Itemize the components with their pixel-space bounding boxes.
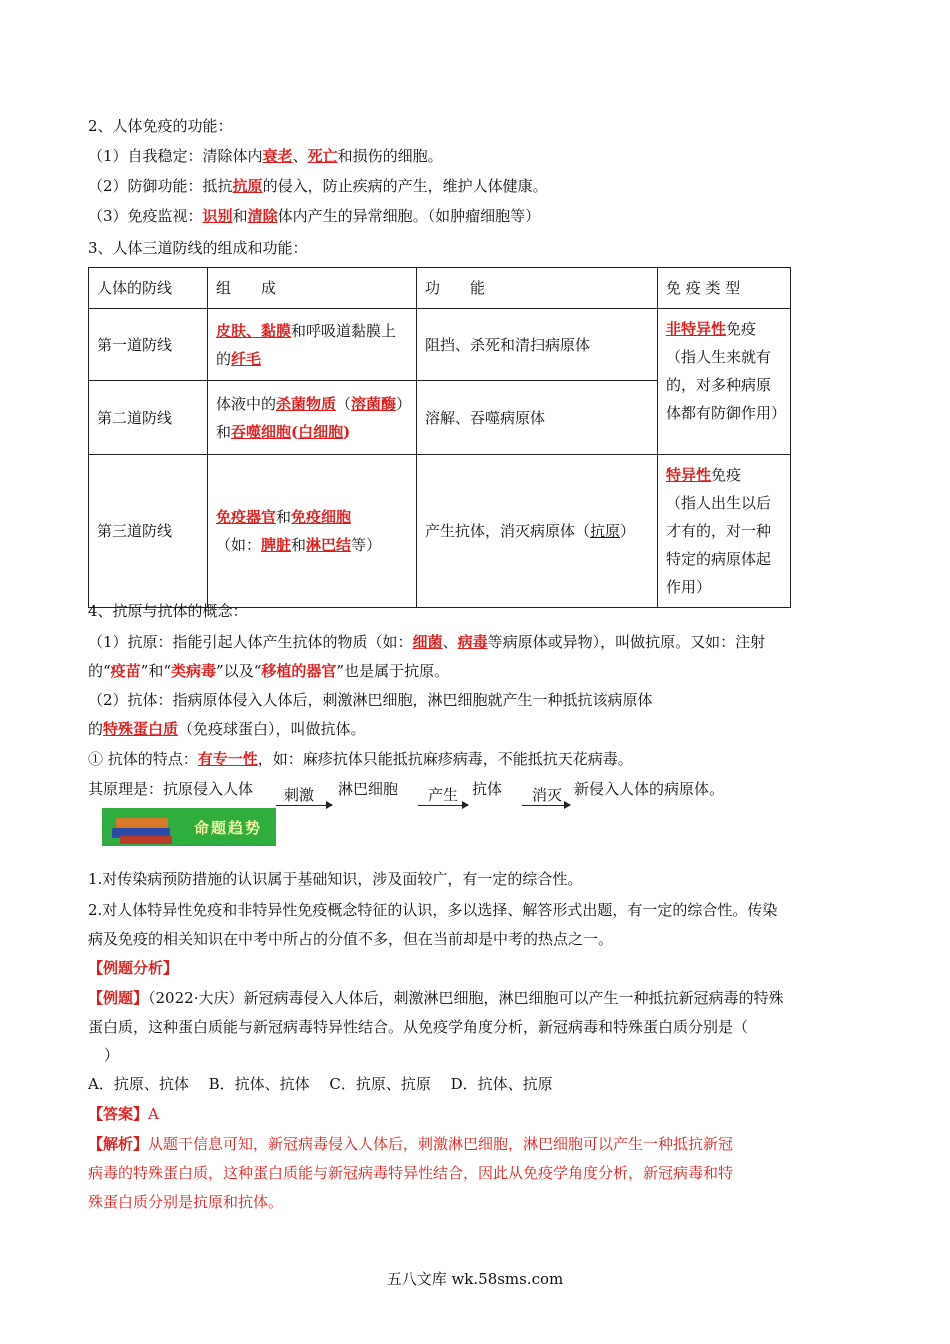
table-header-row <box>89 268 791 309</box>
pathogen-text: 新侵入人体的病原体。 <box>574 780 725 798</box>
immune-type-specific: 特异性免疫 （指人出生以后才有的，对一种特定的病原体起作用） <box>658 455 791 608</box>
footer-watermark: 五八文库 wk.58sms.com <box>386 1270 564 1288</box>
trend-1: 1.对传染病预防措施的认识属于基础知识，涉及面较广，有一定的综合性。 <box>88 870 583 888</box>
header-cell: 免 疫 类 型 <box>658 268 791 309</box>
header-cell: 功 能 <box>417 268 658 309</box>
defense-lines-table <box>88 267 791 608</box>
example-heading: 【例题分析】 <box>88 959 179 977</box>
trend-2a: 2.对人体特异性免疫和非特异性免疫概念特征的认识，多以选择、解答形式出题，有一定的综合性。传染 <box>88 901 778 919</box>
arrow-label-eliminate: 消灭 <box>532 786 563 804</box>
row-composition: 免疫器官和免疫细胞 （如：脾脏和淋巴结等） <box>208 455 417 608</box>
principle-label: 其原理是：抗原侵入人体 <box>88 780 254 798</box>
antibody-feature: ① 抗体的特点：有专一性，如：麻疹抗体只能抵抗麻疹病毒，不能抵抗天花病毒。 <box>88 750 633 768</box>
antibody-definition-1: （2）抗体：指病原体侵入人体后，刺激淋巴细胞，淋巴细胞就产生一种抵抗该病原体 <box>88 691 653 709</box>
arrow-stimulate <box>276 805 332 806</box>
section-3-title: 3、人体三道防线的组成和功能： <box>88 239 308 257</box>
arrow-produce <box>418 805 468 806</box>
arrow-eliminate <box>522 805 570 806</box>
arrow-label-produce: 产生 <box>428 786 459 804</box>
row-name: 第一道防线 <box>89 309 208 381</box>
example-analysis-2: 病毒的特殊蛋白质，这种蛋白质能与新冠病毒特异性结合，因此从免疫学角度分析，新冠病毒和特 <box>88 1164 734 1182</box>
row-composition: 皮肤、黏膜和呼吸道黏膜上的纤毛 <box>208 309 417 381</box>
row-function: 阻挡、杀死和清扫病原体 <box>417 309 658 381</box>
row-composition: 体液中的杀菌物质（溶菌酶）和吞噬细胞(白细胞) <box>208 381 417 455</box>
table-row <box>89 309 791 381</box>
section-4-title: 4、抗原与抗体的概念： <box>88 602 248 620</box>
example-analysis-1: 【解析】从题干信息可知，新冠病毒侵入人体后，刺激淋巴细胞，淋巴细胞可以产生一种抵抗新冠 <box>88 1135 734 1153</box>
header-cell: 组 成 <box>208 268 417 309</box>
lymphocyte-text: 淋巴细胞 <box>338 780 399 798</box>
antibody-definition-2: 的特殊蛋白质（免疫球蛋白），叫做抗体。 <box>88 720 366 738</box>
books-icon <box>116 818 168 828</box>
antigen-definition-1: （1）抗原：指能引起人体产生抗体的物质（如：细菌、病毒等病原体或异物），叫做抗原。又如：注射 <box>88 633 766 651</box>
example-question-1: 【例题】（2022·大庆）新冠病毒侵入人体后，刺激淋巴细胞，淋巴细胞可以产生一种抵抗新冠病毒的特殊 <box>88 989 784 1007</box>
trend-2b: 病及免疫的相关知识在中考中所占的分值不多，但在当前却是中考的热点之一。 <box>88 930 614 948</box>
immune-function-1: （1）自我稳定：清除体内衰老、死亡和损伤的细胞。 <box>88 147 443 165</box>
example-analysis-3: 殊蛋白质分别是抗原和抗体。 <box>88 1193 284 1211</box>
row-function: 溶解、吞噬病原体 <box>417 381 658 455</box>
header-cell: 人体的防线 <box>89 268 208 309</box>
example-question-3: ） <box>104 1046 120 1064</box>
table-row <box>89 455 791 608</box>
trend-banner <box>102 808 276 846</box>
arrow-label-stimulate: 刺激 <box>284 786 315 804</box>
example-question-2: 蛋白质，这种蛋白质能与新冠病毒特异性结合。从免疫学角度分析，新冠病毒和特殊蛋白质分别是（ <box>88 1018 749 1036</box>
immune-function-2: （2）防御功能：抵抗抗原的侵入，防止疾病的产生，维护人体健康。 <box>88 177 548 195</box>
antigen-definition-2: 的“疫苗”和“类病毒”以及“移植的器官”也是属于抗原。 <box>88 662 450 680</box>
antibody-text: 抗体 <box>472 780 503 798</box>
immune-type-nonspecific: 非特异性免疫 （指人生来就有的，对多种病原体都有防御作用） <box>658 309 791 455</box>
section-2-title: 2、人体免疫的功能： <box>88 117 233 135</box>
banner-title: 命题趋势 <box>194 819 263 837</box>
example-answer: 【答案】A <box>88 1105 159 1123</box>
example-options: A．抗原、抗体 B．抗体、抗体 C．抗原、抗原 D．抗体、抗原 <box>88 1075 553 1093</box>
row-function: 产生抗体，消灭病原体（抗原） <box>417 455 658 608</box>
immune-function-3: （3）免疫监视：识别和清除体内产生的异常细胞。（如肿瘤细胞等） <box>88 207 541 225</box>
row-name: 第三道防线 <box>89 455 208 608</box>
row-name: 第二道防线 <box>89 381 208 455</box>
